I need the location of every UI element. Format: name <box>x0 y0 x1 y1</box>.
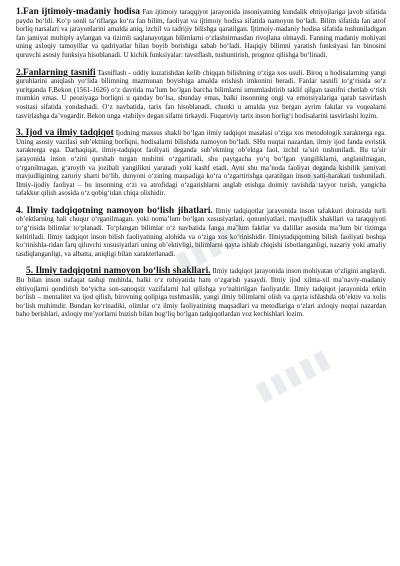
section-4 <box>16 207 386 259</box>
watermark-mark: ▮▮▮ <box>300 150 350 193</box>
watermark-mark: ▮▮▮▮▮ <box>250 341 337 407</box>
section-2-text: Tasniflash - oddiy kuzatishdan kelib chiqqan bilishning o‘ziga xos usuli. Biroq u hodisalarning yangi guruhlarini aniqlash yo‘lida bilimning mazmunan boyishiga amalda erishish imkonini beradi. Fanlar tasnifi to‘g‘risida so‘z yuritganda F.Bekon (1561-1626) o‘z davrida ma’lum bo‘lgan barcha bilimlarni umumlashtirib taklif qilgan tasnifni chetlab o‘tish mumkin emas. U peoziyaga borliqni u qanday bo‘lsa, shunday emas, balki insonning ongi va emotsiyalariga qarab tasvirlash vositasi sifatida yondashadi. O‘z navbatida, tarix fan hisoblanadi, chunki u amalda yuz bergan ayrim faktlar va voqealarni tasvirlashga da’vogardir. Bekon unga «tabiiy» degan sifatni tirkaydi. Fuqaroviy tarix inson borlig‘i hodisalarini tasvirlashi lozim. <box>16 68 387 120</box>
section-3-heading: 3. Ijod va ilmiy tadqiqot <box>16 128 114 139</box>
section-3-text: Ijodning maxsus shakli bo‘lgan ilmiy tadqiqot masalasi o‘ziga xos metodologik xarakterga ega. Uning asosiy vazifasi sub’ektning borliqni, hodisalarni bilishida namoyon bo‘ladi. SHu nuqtai nazardan, ilmiy ijod fanda evristik xarakterga ega. Darhaqiqat, ilmiy-tadqiqot faoliyati deganda sub’ektning ob’ektga faol, izchil ta’siri tushuniladi. Bu ta’sir jarayonida inson o‘zini qurshab turgan muhitni o‘zgartiradi, shu paytgacha yo‘q bo‘lgan yangiliklarni, anglanilmagan, o‘rganilmagan, g‘aroyib va jozibali yangilikni yaratadi yoki kashf etadi. Ayni shu ma’noda faoliyat deganda kishilik jamiyati mavjudligining zaruriy sharti bo‘lib, dunyoni o‘zining maqsadiga ko‘ra o‘zgartirishga qaratilgan inson xatti-harakati tushuniladi. Ilmiy-ijodiy faoliyat – bu insonning o‘zi va atrofidagi o‘zgarishlarni anglab etishga doimiy ravishda tayyor turish, yangicha tafakkur qilish asosida o‘z qobig‘idan chiqa olishidir. <box>16 129 386 198</box>
document-page <box>16 8 386 328</box>
section-3 <box>16 129 386 198</box>
section-5-heading: 5. Ilmiy tadqiqotni namoyon bo‘lish shakllari. <box>26 266 211 277</box>
section-5 <box>16 267 386 319</box>
section-1-text: Fan ijtimoiy taraqqiyot jarayonida insoniyatning kundalik ehtiyojlariga javob sifatida paydo bo‘ldi. Ko‘p sonli ta’riflarga ko‘ra fan bilim, faoliyat va ijtimoiy hodisa sifatida namoyon bo‘ladi. Bilim sifatida fan atrof borliq narsalari va jarayonlarini amalda aniq, izchil va tadrijiy bilishga qaratilgan. Ijtimoiy-madaniy hodisa sifatida tushuniladigan fan jamiyat multiply aylangan va tizimli saqlanayotgan bilimlarni o‘zlashtirmasdan rivojlana olmaydi. Fanning madaniy mohiyati uning axloqiy tamoyillar va qadriyatlar bilan boyib borishiga sabab bo‘ladi. Haqiqiy bilimni yaratish funksiyasi fan binosini quruvchi asosiy funksiya hisoblanadi. U kichik funksiyalar: tavsiflash, tushuntirish, prognoz qilishga bo‘linadi. <box>16 8 386 59</box>
watermark-mark: ▮▮▮▮▮ <box>170 211 257 277</box>
section-4-text: Ilmiy tadqiqotlar jarayonida inson tafakkuri doirasida turli ob’ektlarning hali chuqur o‘rganilmagan, yoki noma’lum bo‘lgan xususiyatlari, qonuniyatlari, mavjudlik shakllari va taraqqiyoti to‘g‘risida bilimlar to‘planadi. To‘plangan bilimlar o‘z navbatida fanga ma’lum faktlar va dalillar asosida ma’lum bir tizimga keltiriladi. Ilmiy tadqiqot inson bilish faoliyatining alohida va o‘ziga xos ko‘rinishidir. Ilmiytadqiqotning bilish faoliyati boshqa ko‘rinishla-ridan farq qiluvchi xususiyatlari uning ob’ektivligi, bilimlarni qayta ishlab chiqishi isbotlanganligi, nazariy yoki amaliy tasdiqlanganligi, va albatta, aniqligi bilan xarakterlanadi. <box>16 206 386 258</box>
section-2 <box>16 69 386 121</box>
section-4-heading: 4. Ilmiy tadqiqotning namoyon bo‘lish jihatlari. <box>16 205 213 216</box>
section-2-heading: 2.Fanlarning tasnifi <box>16 67 96 78</box>
section-1 <box>16 8 386 60</box>
section-5-text: Ilmiy tadqiqot jarayonida inson mohiyatan o‘zligini anglaydi. Bu bilan inson nafaqat tashqi muhitda, balki o‘z ruhiyatida ham o‘zgarish yasaydi. Ilmiy ijod xilma-xil ma’naviy-madaniy ehtiyojlarni qondirish bo‘yicha son-sanoqsiz vazifalarni hal qilishga yo‘naltirilgan faoliyatdir. Ilmiy tadqiqot jarayonida erkin bo‘lish – mentalitet va ijod qilish, birovning qolipiga tushmaslik, yangi ilmiy bilimlarni olish va qayta ishlashda ob’ektiv va xolis bo‘lish muhimdir. Bundan ko‘rinadiki, olimlar o‘z ilmiy faoliyatining maqsadlari va metodlariga o‘zlari axloqiy nuqtai nazardan baho berishlari, axloqiy me’yorlarni buzish bilan bog‘liq bo‘lgan tadqiqotlardan voz kechishlari lozim. <box>16 267 386 319</box>
section-1-heading: 1.Fan ijtimoiy-madaniy hodisa <box>16 7 140 17</box>
